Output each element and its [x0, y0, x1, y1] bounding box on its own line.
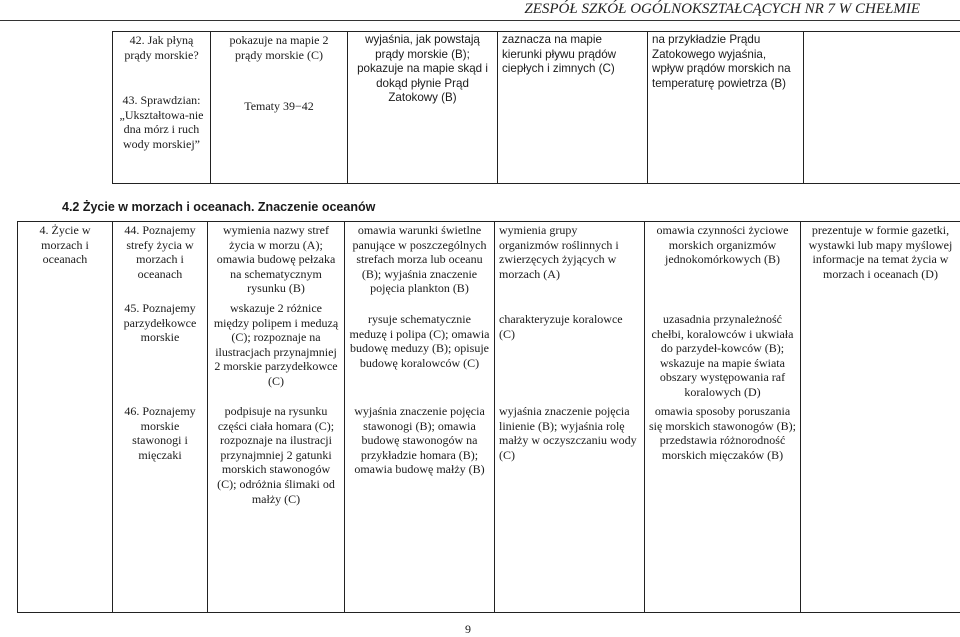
topic-43: 43. Sprawdzian: „Ukształtowa-nie dna mórz i ruch wody morskiej” [117, 93, 206, 151]
level-advanced-cell [498, 32, 648, 184]
topic-45: 45. Poznajemy parzydełkowce morskie [117, 301, 203, 404]
level-full-cell [648, 32, 804, 184]
curriculum-table-1 [112, 31, 960, 184]
requirement-text: charakteryzuje koralowce (C) [499, 312, 640, 404]
curriculum-table-2 [17, 221, 960, 613]
level-basic-cell [208, 222, 345, 613]
level-excellent-cell [801, 222, 960, 613]
requirement-text: na przykładzie Prądu Zatokowego wyjaśnia, wpływ prądów morskich na temperaturę powietrza (B) [652, 33, 799, 91]
requirement-text: omawia warunki świetlne panujące w poszczególnych strefach morza lub oceanu (B); wyjaśnia znaczenie pojęcia plankton (B) [349, 223, 490, 312]
topic-46: 46. Poznajemy morskie stawonogi i mięczaki [117, 404, 203, 462]
requirement-text: prezentuje w formie gazetki, wystawki lub mapy myślowej informacje na temat życia w morzach i oceanach (D) [805, 223, 956, 281]
topic-44: 44. Poznajemy strefy życia w morzach i oceanach [117, 223, 203, 301]
header-rule [0, 20, 960, 21]
section-title: 4.2 Życie w morzach i oceanach. Znaczenie oceanów [62, 200, 375, 214]
document-header: ZESPÓŁ SZKÓŁ OGÓLNOKSZTAŁCĄCYCH NR 7 W CHEŁMIE [524, 1, 920, 18]
empty-cell [804, 32, 960, 184]
level-extended-cell [348, 32, 498, 184]
level-extended-cell [345, 222, 495, 613]
requirement-text: uzasadnia przynależność chełbi, koralowców i ukwiała do parzydeł-kowców (B); wskazuje na mapie świata obszary występowania raf koralowych (D) [649, 312, 796, 404]
requirement-text: omawia czynności życiowe morskich organizmów jednokomórkowych (B) [649, 223, 796, 312]
requirement-text: wyjaśnia znaczenie pojęcia linienie (B); wyjaśnia rolę małży w oczyszczaniu wody (C) [499, 404, 640, 462]
requirement-text: wyjaśnia znaczenie pojęcia stawonogi (B); omawia budowę stawonogów na przykładzie homara (B); omawia budowę małży (B) [349, 404, 490, 477]
requirement-text: wskazuje 2 różnice między polipem i meduzą (C); rozpoznaje na ilustracjach przynajmniej 2 morskie parzydełkowce (C) [212, 301, 340, 404]
level-full-cell [645, 222, 801, 613]
level-advanced-cell [495, 222, 645, 613]
page-number: 9 [465, 622, 471, 637]
topics-cell [113, 222, 208, 613]
topics-cell [113, 32, 211, 184]
requirement-text: podpisuje na rysunku części ciała homara (C); rozpoznaje na ilustracji przynajmniej 2 gatunki morskich stawonogów (C); odróżnia ślimaki od małży (C) [212, 404, 340, 506]
requirement-text: wymienia grupy organizmów roślinnych i zwierzęcych żyjących w morzach (A) [499, 223, 640, 312]
chapter-cell [18, 222, 113, 613]
requirement-text: pokazuje na mapie 2 prądy morskie (C) [215, 33, 343, 62]
chapter-title: 4. Życie w morzach i oceanach [22, 223, 108, 267]
requirement-text: wyjaśnia, jak powstają prądy morskie (B); pokazuje na mapie skąd i dokąd płynie Prąd Zatokowy (B) [352, 33, 493, 106]
requirement-text: wymienia nazwy stref życia w morzu (A); omawia budowę pełzaka na schematycznym rysunku (B) [212, 223, 340, 301]
topic-42: 42. Jak płyną prądy morskie? [117, 33, 206, 62]
requirement-text: zaznacza na mapie kierunki pływu prądów ciepłych i zimnych (C) [502, 33, 643, 77]
requirement-text: rysuje schematycznie meduzę i polipa (C); omawia budowę meduzy (B); opisuje budowę koralowców (C) [349, 312, 490, 404]
requirement-text: Tematy 39−42 [215, 99, 343, 114]
requirement-text: omawia sposoby poruszania się morskich stawonogów (B); przedstawia różnorodność morskich mięczaków (B) [649, 404, 796, 462]
level-basic-cell [211, 32, 348, 184]
